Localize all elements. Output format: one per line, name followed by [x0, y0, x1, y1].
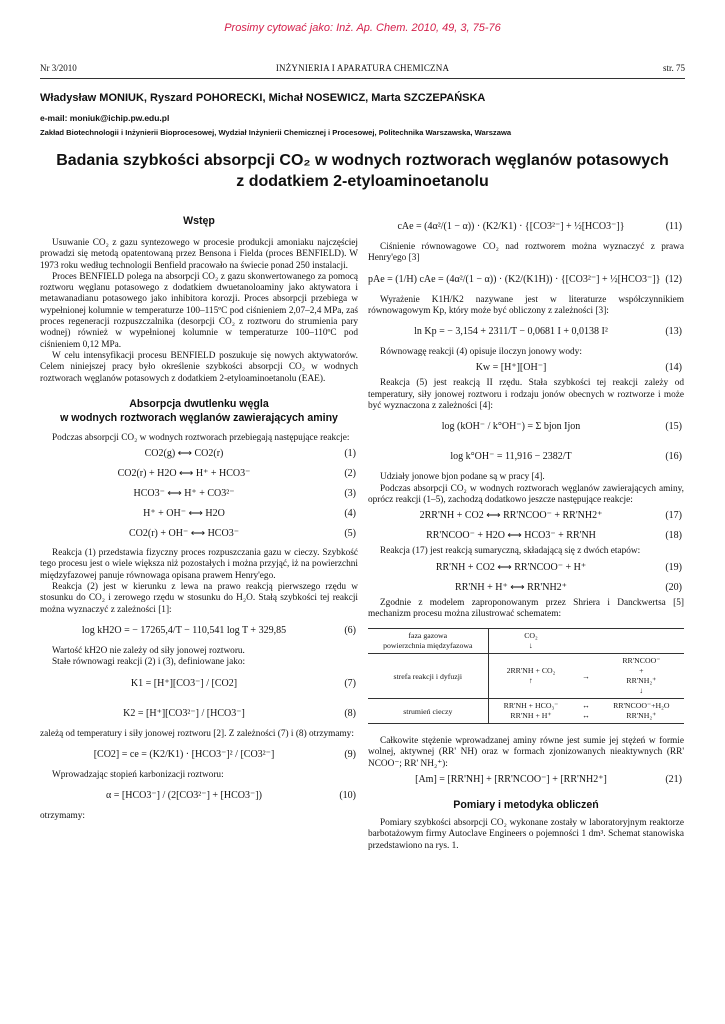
equation-number: (12) [665, 273, 682, 285]
scheme-cell [573, 699, 598, 724]
page-number: str. 75 [662, 63, 685, 73]
paragraph: Udziały jonowe bjon podane są w pracy [4]. [380, 472, 545, 483]
scheme-label: powierzchnia międzyfazowa [383, 641, 473, 651]
paragraph: Podczas absorpcji CO₂ w wodnych roztworach przebiegają następujące reakcje: [52, 432, 350, 443]
equation-number: (3) [344, 488, 356, 500]
scheme-cell [599, 629, 684, 654]
paragraph: Całkowite stężenie wprowadzanej aminy równe jest sumie jej stężeń w formie wolnej, aktywnej (RR' NH) oraz w formach zjonizowanych nieaktywnych (RR' NCOO⁻; RR' NH₂⁺): [368, 736, 684, 769]
paragraph: Wartość kH2O nie zależy od siły jonowej roztworu. [52, 645, 245, 656]
paragraph: Reakcja (5) jest reakcją II rzędu. Stała szybkości tej reakcji zależy od temperatury, siły jonowej roztworu i rodzaju jonów obecnych w roztworze i może być wyznaczona z zależności [4]: [368, 378, 684, 412]
heading-line: w wodnych roztworach węglanów zawierających aminy [60, 411, 338, 424]
paragraph: Usuwanie CO₂ z gazu syntezowego w procesie produkcji amoniaku najczęściej prowadzi się metodą opatentowaną przez Bensona i Fielda (proces BENFIELD). W 1973 roku według technologii Benfield pracowało na świecie ponad 250 instalacji. [40, 238, 358, 271]
scheme-species: RR'NH₂⁺ [626, 676, 657, 686]
equation-3 [40, 484, 358, 504]
equation-1 [40, 444, 358, 464]
scheme-species: RR'NH + HCO₃⁻ [503, 701, 559, 711]
scheme-species: 2RR'NH + CO₂ [506, 666, 556, 676]
scheme-plus: + [639, 666, 644, 676]
equation-number: (15) [665, 421, 682, 433]
equation-text: K1 = [H⁺][CO3⁻] / [CO2] [130, 677, 238, 689]
scheme-species: RR'NH₂⁺ [626, 711, 657, 721]
equation-number: (16) [665, 451, 682, 463]
scheme-species: RR'NCOO⁻+H₂O [613, 701, 670, 711]
equation-number: (6) [344, 624, 356, 636]
paper-title [40, 150, 685, 192]
scheme-species: RR'NCOO⁻ [622, 656, 661, 666]
paragraph: zależą od temperatury i siły jonowej roztworu [2]. Z zależności (7) i (8) otrzymamy: [40, 728, 354, 739]
paragraph: Reakcja (17) jest reakcją sumaryczną, składającą się z dwóch etapów: [380, 546, 641, 557]
title-line-2: z dodatkiem 2-etyloaminoetanolu [236, 173, 489, 190]
equation-9 [40, 740, 358, 770]
equation-number: (10) [339, 790, 356, 802]
paragraph: Wprowadzając stopień karbonizacji roztworu: [52, 769, 224, 780]
issue-number: Nr 3/2010 [40, 63, 77, 73]
scheme-cell: strumień cieczy [368, 699, 488, 724]
equation-5 [40, 524, 358, 544]
header-rule [40, 78, 685, 79]
paragraph: W celu intensyfikacji procesu BENFIELD poszukuje się nowych aktywatorów. Celem niniejszej pracy było określenie szybkości absorpcji CO₂ w wodnych roztworach węglanów potasowych z dodatkiem 2-etyloaminoetanolu (EAE). [40, 350, 358, 384]
scheme-row-liquid [368, 699, 684, 724]
equation-number: (7) [344, 677, 356, 689]
scheme-cell [488, 654, 573, 699]
scheme-species: RR'NH + H⁺ [510, 711, 552, 721]
scheme-cell [599, 654, 684, 699]
equation-number: (20) [665, 581, 682, 593]
citation: Prosimy cytować jako: Inż. Ap. Chem. 2010, 49, 3, 75-76 [224, 22, 501, 34]
equation-number: (1) [344, 448, 356, 460]
equation-10 [40, 781, 358, 811]
affiliation: Zakład Biotechnologii i Inżynierii Bioprocesowej, Wydział Inżynierii Chemicznej i Procesowej, Politechnika Warszawska, Warszawa [40, 128, 512, 137]
equation-16 [368, 442, 684, 472]
mechanism-scheme [368, 628, 684, 724]
equation-14 [368, 358, 684, 378]
equation-text: [Am] = [RR'NH] + [RR'NCOO⁻] + [RR'NH2⁺] [415, 774, 607, 786]
equation-number: (17) [665, 510, 682, 522]
equation-21 [368, 770, 684, 790]
equation-text: [CO2] = ce = (K2/K1) · [HCO3⁻]² / [CO3²⁻] [93, 748, 275, 760]
paragraph: Ciśnienie równowagowe CO₂ nad roztworem można wyznaczyć z prawa Henry'ego [3] [368, 242, 684, 264]
scheme-cell [599, 699, 684, 724]
equation-text: 2RR'NH + CO2 ⟷ RR'NCOO⁻ + RR'NH2⁺ [419, 510, 603, 522]
equation-text: log (kOH⁻ / k°OH⁻) = Σ bjon Ijon [441, 421, 581, 433]
equation-4 [40, 504, 358, 524]
equation-number: (11) [665, 221, 682, 232]
equation-text: CO2(r) + OH⁻ ⟷ HCO3⁻ [129, 528, 239, 540]
right-column [368, 212, 684, 852]
equation-20 [368, 578, 684, 598]
equation-number: (21) [665, 774, 682, 786]
heading-intro: Wstęp [183, 215, 215, 227]
equation-text: ln Kp = − 3,154 + 2311/T − 0,0681 I + 0,0138 I² [414, 326, 608, 338]
left-column [40, 214, 358, 822]
equation-12 [368, 265, 684, 295]
scheme-cell [488, 699, 573, 724]
equation-text: RR'NH + H⁺ ⟷ RR'NH2⁺ [455, 581, 567, 593]
heading-line: Absorpcja dwutlenku węgla [129, 397, 269, 410]
arrow-right-icon: → [582, 671, 590, 681]
equation-text: pAe = (1/H) cAe = (4α²/(1 − α)) · (K2/(K1H)) · {[CO3²⁻] + ½[HCO3⁻]} [368, 273, 661, 285]
equation-number: (19) [665, 561, 682, 573]
equation-text: RR'NCOO⁻ + H2O ⟷ HCO3⁻ + RR'NH [426, 530, 596, 542]
equation-number: (8) [344, 707, 356, 719]
scheme-species: CO₂ [524, 631, 538, 641]
paragraph: Pomiary szybkości absorpcji CO₂ wykonane zostały w laboratoryjnym reaktorze barbotażowym firmy Autoclave Engineers o pojemności 1 dm³. Schemat stanowiska przedstawiono na rys. 1. [368, 818, 684, 851]
equation-text: Kw = [H⁺][OH⁻] [475, 362, 547, 374]
equation-text: HCO3⁻ ⟷ H⁺ + CO3²⁻ [133, 488, 235, 500]
equation-15 [368, 412, 684, 442]
equation-7 [40, 669, 358, 699]
equation-6 [40, 616, 358, 646]
arrow-both-icon: ↔ [582, 711, 590, 721]
equation-8 [40, 699, 358, 729]
equation-text: CO2(g) ⟷ CO2(r) [144, 448, 224, 460]
heading-absorption [40, 397, 358, 425]
equation-number: (13) [665, 326, 682, 338]
equation-text: log kH2O = − 17265,4/T − 110,541 log T + 329,85 [81, 624, 287, 636]
scheme-label: faza gazowa [408, 631, 448, 641]
scheme-cell [368, 629, 488, 654]
title-line-1: Badania szybkości absorpcji CO₂ w wodnych roztworach węglanów potasowych [56, 152, 669, 169]
equation-number: (2) [344, 468, 356, 480]
equation-text: log k°OH⁻ = 11,916 − 2382/T [450, 451, 572, 463]
running-header [40, 63, 685, 77]
heading-methods: Pomiary i metodyka obliczeń [453, 799, 599, 812]
equation-18 [368, 526, 684, 546]
journal-name: INŻYNIERIA I APARATURA CHEMICZNA [275, 63, 450, 73]
arrow-down-icon: ↓ [639, 686, 644, 696]
equation-2 [40, 464, 358, 484]
equation-number: (4) [344, 508, 356, 520]
scheme-cell [573, 629, 598, 654]
equation-text: α = [HCO3⁻] / (2[CO3²⁻] + [HCO3⁻]) [106, 790, 262, 802]
paragraph: Reakcja (1) przedstawia fizyczny proces rozpuszczania gazu w cieczy. Szybkość tego procesu jest o wiele większa niż pozostałych i można przyjąć, iż na powierzchni międzyfazowej panuje równowaga opisana prawem Henry'ego. [40, 548, 358, 581]
email: e-mail: moniuk@ichip.pw.edu.pl [40, 113, 170, 123]
scheme-row-reaction [368, 654, 684, 699]
scheme-cell: strefa reakcji i dyfuzji [368, 654, 488, 699]
equation-text: H⁺ + OH⁻ ⟷ H2O [143, 508, 225, 520]
paragraph: Proces BENFIELD polega na absorpcji CO₂ z gazu skonwertowanego za pomocą roztworu węglanu potasowego z dodatkiem dwuetanoloaminy jako aktywatora i metawanadianu potasowego jako inhibitora korozji. Proces absorpcji przebiega w wypełnionej kolumnie w temperaturze 100–115ºC pod ciśnieniem 2,07–2,4 MPa, zaś proces regeneracji rozpuszczalnika (desorpcji CO₂ z roztworu do strumienia pary wodnej) również w wypełnionej kolumnie w temperaturze 100–110ºC pod ciśnieniem 0,12 MPa. [40, 271, 358, 350]
paragraph: otrzymamy: [40, 811, 85, 822]
authors: Władysław MONIUK, Ryszard POHORECKI, Michał NOSEWICZ, Marta SZCZEPAŃSKA [40, 92, 486, 104]
equation-17 [368, 506, 684, 526]
equation-number: (9) [344, 748, 356, 760]
arrow-up-icon: ↑ [529, 676, 533, 686]
equation-11 [368, 212, 684, 242]
paragraph: Zgodnie z modelem zaproponowanym przez Shriera i Danckwertsa [5] mechanizm procesu można zilustrować schematem: [368, 597, 684, 619]
equation-text: cAe = (4α²/(1 − α)) · (K2/K1) · {[CO3²⁻] + ½[HCO3⁻]} [397, 221, 625, 232]
paragraph: Reakcja (2) jest w kierunku z lewa na prawo reakcją pierwszego rzędu w stosunku do CO₂ i zerowego rzędu w stosunku do H₂O. Stałą szybkości tej reakcji można wyznaczyć z zależności [1]: [40, 582, 358, 615]
arrow-both-icon: ↔ [582, 701, 590, 711]
equation-text: RR'NH + CO2 ⟷ RR'NCOO⁻ + H⁺ [435, 561, 587, 573]
scheme-row-gas [368, 629, 684, 654]
equation-number: (18) [665, 530, 682, 542]
equation-number: (14) [665, 362, 682, 374]
paragraph: Stałe równowagi reakcji (2) i (3), definiowane jako: [52, 657, 246, 668]
equation-19 [368, 558, 684, 578]
scheme-cell [488, 629, 573, 654]
arrow-down-icon: ↓ [529, 641, 533, 651]
equation-13 [368, 317, 684, 347]
equation-text: CO2(r) + H2O ⟷ H⁺ + HCO3⁻ [117, 468, 251, 480]
paragraph: Wyrażenie K1H/K2 nazywane jest w literaturze współczynnikiem równowagowym Kp, który może być obliczony z zależności [3]: [368, 294, 684, 316]
paragraph: Równowagę reakcji (4) opisuje iloczyn jonowy wody: [380, 347, 582, 358]
equation-number: (5) [344, 528, 356, 540]
equation-text: K2 = [H⁺][CO3²⁻] / [HCO3⁻] [123, 707, 245, 719]
paragraph: Podczas absorpcji CO₂ w wodnych roztworach węglanów zawierających aminy, oprócz reakcji (1–5), zachodzą dodatkowo jeszcze następujące reakcje: [368, 483, 684, 505]
